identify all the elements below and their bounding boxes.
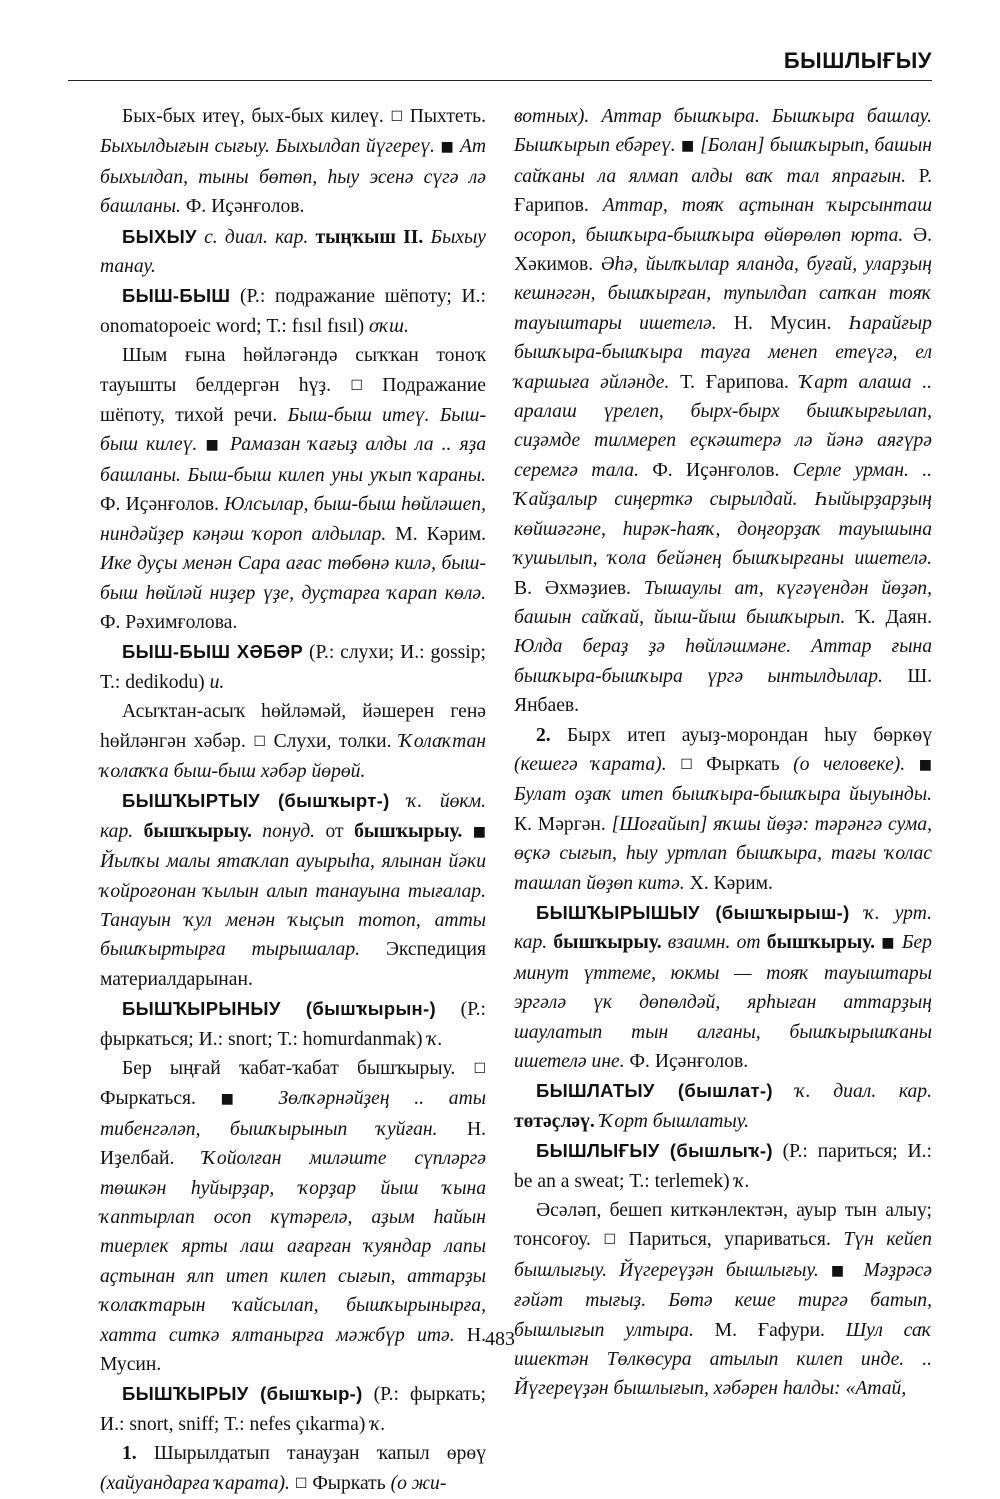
entry-headword: БЫШ-БЫШ	[122, 285, 231, 307]
entry-text: (Р.: подражание шёпоту; И.: onomatopoeic word; Т.: fısıl fısıl) оҡш.	[100, 286, 486, 337]
dictionary-entry	[100, 637, 486, 697]
left-column	[100, 102, 486, 1499]
entry-headword: БЫШ-БЫШ ХӘБӘР	[122, 641, 304, 663]
entry-headword: БЫШЛЫҒЫУ (бышлыҡ-)	[536, 1140, 773, 1162]
entry-paragraph	[100, 102, 486, 222]
entry-paragraph	[514, 1196, 932, 1404]
entry-headword: БЫШҠЫРЫНЫУ (бышҡырын-)	[122, 998, 436, 1020]
dictionary-entry	[100, 786, 486, 994]
dictionary-entry	[514, 1076, 932, 1136]
page-number: 483	[485, 1328, 515, 1350]
entry-text: с. диал. кар. тыңҡыш II. Быхыу танау.	[100, 226, 487, 278]
dictionary-entry	[100, 281, 486, 341]
entry-text: ҡ. диал. кар. төтәҫләү. Ҡорт бышлатыу.	[514, 1081, 932, 1132]
entry-paragraph	[100, 1439, 486, 1499]
entry-paragraph	[100, 341, 486, 637]
dictionary-entry	[514, 898, 932, 1076]
entry-text: Шым ғына һөйләгәндә сыҡҡан тоноҡ тауышты белдергән һүҙ. ☐ Подражание шёпоту, тихой речи. Быш-быш итеү. Быш-быш килеү. ■ Рамазан ҡағыҙ алды ла .. яҙа башланы. Быш-быш килеп уны уҡып ҡараны. Ф. Иҫәнғолов. Юлсылар, быш-быш һөйләшеп, ниндәйҙер кәңәш ҡороп алдылар. М. Кәрим. Ике дуҫы менән Сара ағас төбөнә килә, быш-быш һөйләй ниҙер үҙе, дуҫтарға ҡарап көлә. Ф. Рәхимғолова.	[100, 345, 487, 633]
entry-paragraph	[514, 102, 932, 721]
entry-text: (Р.: фыркаться; И.: snort; Т.: homurdanmak) ҡ.	[100, 999, 486, 1050]
entry-text: (Р.: париться; И.: be an a sweat; Т.: terlemek) ҡ.	[514, 1141, 932, 1192]
entry-text: ҡ. йөкм. кар. бышҡырыу. понуд. от бышҡырыу. ■ Йылҡы малы ятаҡлап ауырыһа, ялынан йәки ҡойроғонан ҡылын алып танауына тығалар. Танауын ҡул менән ҡыҫып тотоп, атты бышҡыртырға тырышалар. Экспедиция материалдарынан.	[100, 791, 486, 990]
entry-headword: БЫШҠЫРЫУ (бышҡыр-)	[122, 1383, 363, 1405]
entry-headword: БЫШҠЫРЫШЫУ (бышҡырыш-)	[536, 901, 850, 923]
entry-headword: БЫШҠЫРТЫУ (бышҡырт-)	[122, 790, 390, 812]
dictionary-entry	[100, 994, 486, 1054]
dictionary-entry	[514, 1136, 932, 1196]
entry-text: Асыҡтан-асыҡ һөйләмәй, йәшерен генә һөйләнгән хәбәр. ☐ Слухи, толки. Ҡолаҡтан ҡолаҡҡа быш-быш хәбәр йөрөй.	[100, 701, 486, 782]
entry-text: Бер ыңғай ҡабат-ҡабат бышҡырыу. ☐ Фыркаться. ■ Зөлҡәрнәйҙең .. аты тибенгәләп, бышҡырынып ҡуйған. Н. Иҙелбай. Ҡойолған миләште сүпләргә төшкән һуйырҙар, ҡорҙар йыш ҡына ҡаптырлап осоп күтәрелә, аҙым һайын тиерлек ярты лаш ағарған ҡуяндар лапы аҫтынан ялп итеп килеп сығып, аттарҙы ҡолаҡтарын ҡайсылап, бышҡырынырға, хатта ситкә ялтанырға мәжбүр итә. Н. Мусин.	[100, 1058, 487, 1376]
dictionary-entry	[100, 222, 486, 282]
entry-text: (Р.: слухи; И.: gossip; Т.: dedikodu) и.	[100, 642, 486, 693]
entry-text: 1. Шырылдатып танауҙан ҡапыл өрөү (хайуандарға ҡарата). ☐ Фыркать (о жи-	[100, 1443, 486, 1494]
running-head: БЫШЛЫҒЫУ	[783, 48, 932, 73]
entry-text: Әсәләп, бешеп киткәнлектән, ауыр тын алыу; тонсоғоу. ☐ Париться, упариваться. Түн кейеп бышлығыу. Йүгереүҙән бышлығыу. ■ Мәҙрәсә ғәйәт тығыҙ. Бөтә кеше тиргә батып, бышлығып ултыра. М. Ғафури. Шул саҡ ишектән Төлкөсура атылып килеп инде. .. Йүгереүҙән бышлығып, хәбәрен һалды: «Атай,	[514, 1200, 933, 1400]
entry-headword: БЫХЫУ	[122, 225, 197, 247]
entry-paragraph	[514, 721, 932, 898]
entry-text: (Р.: фыркать; И.: snort, sniff; Т.: nefes çıkarma) ҡ.	[100, 1384, 486, 1435]
right-column	[514, 102, 932, 1404]
entry-text: вотных). Аттар бышҡыра. Бышҡыра башлау. Бышҡырып ебәреү. ■ [Болан] бышҡырып, башын сайҡаны ла ялмап алды ваҡ тал япрағын. Р. Ғарипов. Аттар, тояҡ аҫтынан ҡырсынташ осороп, бышҡыра-бышҡыра өйөрөлөп юрта. Ә. Хәкимов. Әһә, йылҡылар яланда, буғай, уларҙың кешнәгән, бышҡырған, тупылдап сапҡан тояҡ тауыштары ишетелә. Н. Мусин. Һарайғыр бышҡыра-бышҡыра тауға менеп етеүгә, ел ҡаршыға әйләнде. Т. Ғарипова. Ҡарт алаша .. аралаш үрелеп, бырх-бырх бышҡырғылап, сиҙәмде тилмереп еҫкәштерә лә йәнә аяғүрә серемгә тала. Ф. Иҫәнғолов. Серле урман. .. Ҡайҙалыр сиңерткә сырылдай. Һыйырҙарҙың көйшәгәне, һирәк-һаяҡ, доңғорҙаҡ тауышына ҡушылып, ҡола бейәнең бышҡырғаны ишетелә. В. Әхмәҙиев. Тышаулы ат, күгәүендән йөҙәп, башын сайҡай, йыш-йыш бышҡырып. Ҡ. Даян. Юлда бераҙ ҙә һөйләшмәне. Аттар ғына бышҡыра-бышҡыра үргә ынтылдылар. Ш. Янбаев.	[514, 106, 933, 717]
entry-text: Бых-бых итеү, бых-бых килеү. ☐ Пыхтеть. Быхылдығын сығыу. Быхылдап йүгерeү. ■ Ат быхылдап, тыны бөтөп, һыу эсенә сүгә лә башланы. Ф. Иҫәнғолов.	[100, 106, 486, 218]
entry-text: ҡ. урт. кар. бышҡырыу. взаимн. от бышҡырыу. ■ Бер минут үттеме, юкмы — тояҡ тауыштары эргәлә үк дөпөлдәй, ярһыған аттарҙың шаулатып тын алғаны, бышҡырышҡаны ишетелә ине. Ф. Иҫәнғолов.	[514, 902, 932, 1072]
entry-text: 2. Бырх итеп ауыҙ-морондан һыу бөркөү (кешегә ҡарата). ☐ Фыркать (о человеке). ■ Булат оҙаҡ итеп бышҡыра-бышҡыра йыуынды. К. Мәргән. [Шоғайып] яҡшы йөҙә: тәрәнгә сума, өҫкә сығып, һыу уртлап бышҡыра, тағы ҡолас ташлап йөҙөп китә. Х. Кәрим.	[514, 724, 933, 894]
entry-headword: БЫШЛАТЫУ (бышлат-)	[536, 1080, 773, 1102]
dictionary-entry	[100, 1379, 486, 1439]
header-rule	[68, 80, 932, 81]
entry-paragraph	[100, 697, 486, 786]
